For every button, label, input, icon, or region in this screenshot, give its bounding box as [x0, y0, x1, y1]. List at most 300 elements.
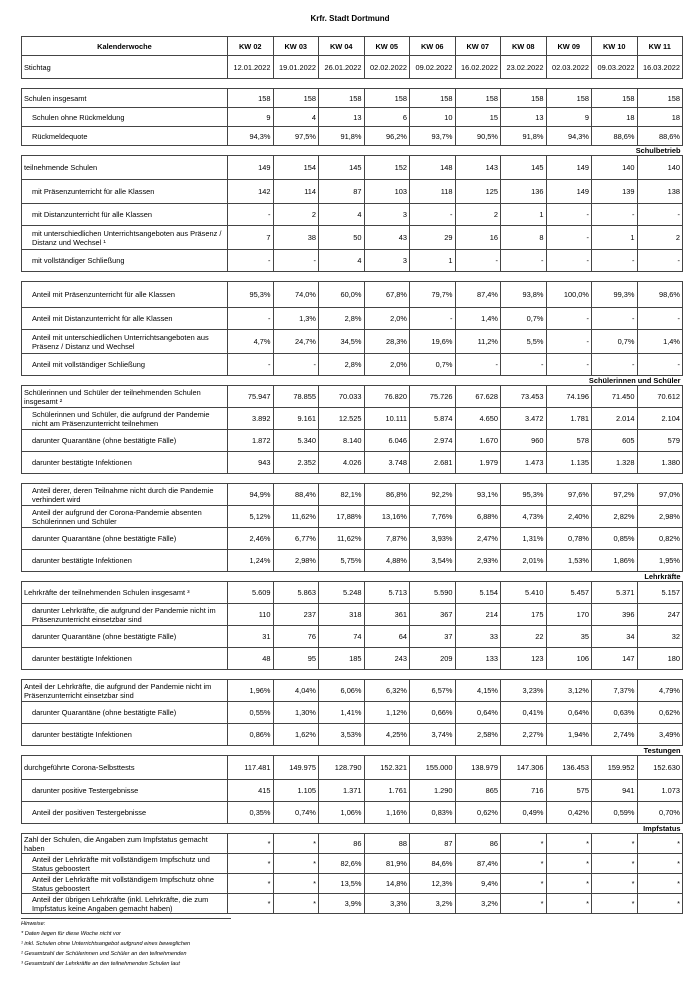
- value-cell: 149: [228, 156, 274, 180]
- value-cell: 155.000: [410, 756, 456, 780]
- value-cell: *: [637, 854, 683, 874]
- row-label: Stichtag: [22, 56, 228, 79]
- value-cell: -: [501, 250, 547, 272]
- value-cell: 38: [273, 226, 319, 250]
- value-cell: 7,76%: [410, 506, 456, 528]
- value-cell: 2,98%: [637, 506, 683, 528]
- value-cell: 1,86%: [592, 550, 638, 572]
- row-label: Anteil der aufgrund der Corona-Pandemie absenten Schülerinnen und Schüler: [22, 506, 228, 528]
- row-label: darunter Quarantäne (ohne bestätigte Fälle): [22, 702, 228, 724]
- value-cell: 2,0%: [364, 308, 410, 330]
- section-header-row: [22, 376, 683, 386]
- value-cell: 941: [592, 780, 638, 802]
- table-row: [22, 648, 683, 670]
- value-cell: *: [273, 894, 319, 914]
- value-cell: *: [273, 854, 319, 874]
- value-cell: 2.974: [410, 430, 456, 452]
- table-body: [22, 56, 683, 914]
- value-cell: *: [592, 874, 638, 894]
- value-cell: 71.450: [592, 386, 638, 408]
- value-cell: 0,86%: [228, 724, 274, 746]
- value-cell: 4: [319, 250, 365, 272]
- value-cell: 159.952: [592, 756, 638, 780]
- value-cell: 1.371: [319, 780, 365, 802]
- value-cell: *: [637, 874, 683, 894]
- row-label: Anteil derer, deren Teilnahme nicht durch die Pandemie verhindert wird: [22, 484, 228, 506]
- value-cell: 8.140: [319, 430, 365, 452]
- value-cell: 86: [455, 834, 501, 854]
- table-row: [22, 702, 683, 724]
- value-cell: 185: [319, 648, 365, 670]
- row-label: darunter bestätigte Infektionen: [22, 452, 228, 474]
- value-cell: 1.761: [364, 780, 410, 802]
- value-cell: 106: [546, 648, 592, 670]
- value-cell: 1,06%: [319, 802, 365, 824]
- section-header-row: [22, 272, 683, 282]
- value-cell: 145: [319, 156, 365, 180]
- value-cell: 02.03.2022: [546, 56, 592, 79]
- value-cell: 87,4%: [455, 282, 501, 308]
- value-cell: 1.290: [410, 780, 456, 802]
- value-cell: 6.046: [364, 430, 410, 452]
- value-cell: 99,3%: [592, 282, 638, 308]
- value-cell: 1.380: [637, 452, 683, 474]
- value-cell: 1.670: [455, 430, 501, 452]
- value-cell: -: [592, 204, 638, 226]
- value-cell: 128.790: [319, 756, 365, 780]
- value-cell: 4,25%: [364, 724, 410, 746]
- value-cell: 578: [546, 430, 592, 452]
- section-title: Testungen: [22, 746, 683, 756]
- value-cell: 3,49%: [637, 724, 683, 746]
- table-row: [22, 854, 683, 874]
- value-cell: 1: [501, 204, 547, 226]
- value-cell: 5.874: [410, 408, 456, 430]
- table-row: [22, 582, 683, 604]
- value-cell: -: [546, 354, 592, 376]
- value-cell: 9: [228, 108, 274, 127]
- table-row: [22, 452, 683, 474]
- table-row: [22, 89, 683, 108]
- value-cell: *: [592, 894, 638, 914]
- value-cell: 1,24%: [228, 550, 274, 572]
- value-cell: *: [501, 894, 547, 914]
- value-cell: 865: [455, 780, 501, 802]
- value-cell: 158: [410, 89, 456, 108]
- value-cell: 3,9%: [319, 894, 365, 914]
- value-cell: 140: [592, 156, 638, 180]
- value-cell: 96,2%: [364, 127, 410, 146]
- value-cell: 100,0%: [546, 282, 592, 308]
- value-cell: 5.340: [273, 430, 319, 452]
- value-cell: 15: [455, 108, 501, 127]
- value-cell: 154: [273, 156, 319, 180]
- value-cell: 33: [455, 626, 501, 648]
- row-label: mit vollständiger Schließung: [22, 250, 228, 272]
- value-cell: 13: [501, 108, 547, 127]
- value-cell: 29: [410, 226, 456, 250]
- value-cell: *: [592, 854, 638, 874]
- value-cell: 6,57%: [410, 680, 456, 702]
- value-cell: 149.975: [273, 756, 319, 780]
- value-cell: 0,35%: [228, 802, 274, 824]
- value-cell: 31: [228, 626, 274, 648]
- week-header: KW 10: [592, 37, 638, 56]
- value-cell: -: [273, 354, 319, 376]
- value-cell: -: [546, 308, 592, 330]
- row-label: mit unterschiedlichen Unterrichtsangeboten aus Präsenz / Distanz und Wechsel ¹: [22, 226, 228, 250]
- table-row: [22, 108, 683, 127]
- value-cell: 6,77%: [273, 528, 319, 550]
- value-cell: 158: [228, 89, 274, 108]
- value-cell: 1,94%: [546, 724, 592, 746]
- value-cell: 2,93%: [455, 550, 501, 572]
- section-title: Schulbetrieb: [22, 146, 683, 156]
- value-cell: 0,83%: [410, 802, 456, 824]
- value-cell: -: [546, 204, 592, 226]
- value-cell: 579: [637, 430, 683, 452]
- value-cell: 0,70%: [637, 802, 683, 824]
- value-cell: 02.02.2022: [364, 56, 410, 79]
- value-cell: 2,82%: [592, 506, 638, 528]
- section-title: Lehrkräfte: [22, 572, 683, 582]
- row-label: darunter Quarantäne (ohne bestätigte Fälle): [22, 430, 228, 452]
- value-cell: 9: [546, 108, 592, 127]
- value-cell: 84,6%: [410, 854, 456, 874]
- week-header: KW 03: [273, 37, 319, 56]
- table-row: [22, 528, 683, 550]
- value-cell: 28,3%: [364, 330, 410, 354]
- value-cell: 1: [592, 226, 638, 250]
- value-cell: *: [228, 834, 274, 854]
- value-cell: 91,8%: [501, 127, 547, 146]
- value-cell: 2,98%: [273, 550, 319, 572]
- value-cell: 5.457: [546, 582, 592, 604]
- value-cell: 74.196: [546, 386, 592, 408]
- value-cell: -: [546, 330, 592, 354]
- value-cell: 158: [319, 89, 365, 108]
- value-cell: 1,95%: [637, 550, 683, 572]
- row-label: durchgeführte Corona-Selbsttests: [22, 756, 228, 780]
- value-cell: 97,6%: [546, 484, 592, 506]
- value-cell: 209: [410, 648, 456, 670]
- row-label: teilnehmende Schulen: [22, 156, 228, 180]
- value-cell: 158: [501, 89, 547, 108]
- value-cell: 5.863: [273, 582, 319, 604]
- table-row: [22, 180, 683, 204]
- value-cell: 114: [273, 180, 319, 204]
- value-cell: 1,12%: [364, 702, 410, 724]
- value-cell: *: [592, 834, 638, 854]
- value-cell: 86: [319, 834, 365, 854]
- row-label: Anteil mit Präsenzunterricht für alle Klassen: [22, 282, 228, 308]
- value-cell: 1,53%: [546, 550, 592, 572]
- value-cell: 2,8%: [319, 354, 365, 376]
- value-cell: 22: [501, 626, 547, 648]
- value-cell: 37: [410, 626, 456, 648]
- value-cell: *: [501, 874, 547, 894]
- section-title: Impfstatus: [22, 824, 683, 834]
- value-cell: 0,41%: [501, 702, 547, 724]
- value-cell: 0,62%: [455, 802, 501, 824]
- value-cell: 1,96%: [228, 680, 274, 702]
- value-cell: 367: [410, 604, 456, 626]
- value-cell: 8: [501, 226, 547, 250]
- value-cell: *: [637, 834, 683, 854]
- value-cell: 145: [501, 156, 547, 180]
- table-row: [22, 226, 683, 250]
- value-cell: 575: [546, 780, 592, 802]
- table-row: [22, 780, 683, 802]
- value-cell: 64: [364, 626, 410, 648]
- value-cell: 4,88%: [364, 550, 410, 572]
- value-cell: 13,16%: [364, 506, 410, 528]
- value-cell: 3,2%: [410, 894, 456, 914]
- value-cell: 139: [592, 180, 638, 204]
- week-header: KW 04: [319, 37, 365, 56]
- value-cell: 5,5%: [501, 330, 547, 354]
- value-cell: 3,12%: [546, 680, 592, 702]
- week-header: KW 05: [364, 37, 410, 56]
- value-cell: 76: [273, 626, 319, 648]
- value-cell: 7,87%: [364, 528, 410, 550]
- value-cell: 1,4%: [637, 330, 683, 354]
- value-cell: 247: [637, 604, 683, 626]
- row-label: Schülerinnen und Schüler, die aufgrund der Pandemie nicht am Präsenzunterricht teilnehmen: [22, 408, 228, 430]
- value-cell: 152.321: [364, 756, 410, 780]
- value-cell: 2,58%: [455, 724, 501, 746]
- value-cell: -: [546, 250, 592, 272]
- value-cell: 152.630: [637, 756, 683, 780]
- value-cell: 136.453: [546, 756, 592, 780]
- value-cell: 2.104: [637, 408, 683, 430]
- value-cell: 11,62%: [319, 528, 365, 550]
- value-cell: 43: [364, 226, 410, 250]
- value-cell: 2: [273, 204, 319, 226]
- value-cell: 18: [637, 108, 683, 127]
- value-cell: 19.01.2022: [273, 56, 319, 79]
- row-label: darunter positive Testergebnisse: [22, 780, 228, 802]
- value-cell: 5.590: [410, 582, 456, 604]
- section-header-row: [22, 572, 683, 582]
- value-cell: 3,54%: [410, 550, 456, 572]
- value-cell: -: [637, 204, 683, 226]
- value-cell: 180: [637, 648, 683, 670]
- value-cell: 87: [410, 834, 456, 854]
- section-header-row: [22, 146, 683, 156]
- value-cell: 78.855: [273, 386, 319, 408]
- row-label: darunter Lehrkräfte, die aufgrund der Pandemie nicht im Präsenzunterricht einsetzbar sind: [22, 604, 228, 626]
- value-cell: 16.02.2022: [455, 56, 501, 79]
- value-cell: -: [228, 308, 274, 330]
- value-cell: 0,7%: [501, 308, 547, 330]
- section-title: [22, 474, 683, 484]
- row-label: Anteil der Lehrkräfte, die aufgrund der Pandemie nicht im Präsenzunterricht einsetzbar sind: [22, 680, 228, 702]
- value-cell: 9.161: [273, 408, 319, 430]
- value-cell: 6,32%: [364, 680, 410, 702]
- value-cell: 19,6%: [410, 330, 456, 354]
- value-cell: 214: [455, 604, 501, 626]
- table-row: [22, 680, 683, 702]
- table-row: [22, 506, 683, 528]
- value-cell: 2,8%: [319, 308, 365, 330]
- value-cell: 2,47%: [455, 528, 501, 550]
- value-cell: 1.473: [501, 452, 547, 474]
- value-cell: 138: [637, 180, 683, 204]
- value-cell: 1.135: [546, 452, 592, 474]
- row-label: darunter bestätigte Infektionen: [22, 724, 228, 746]
- value-cell: -: [273, 250, 319, 272]
- row-label: Schulen ohne Rückmeldung: [22, 108, 228, 127]
- week-header: KW 08: [501, 37, 547, 56]
- value-cell: 5,75%: [319, 550, 365, 572]
- row-label: Anteil der Lehrkräfte mit vollständigem Impfschutz und Status geboostert: [22, 854, 228, 874]
- value-cell: 4,04%: [273, 680, 319, 702]
- row-label: mit Präsenzunterricht für alle Klassen: [22, 180, 228, 204]
- value-cell: 1.872: [228, 430, 274, 452]
- value-cell: 3: [364, 250, 410, 272]
- value-cell: 17,88%: [319, 506, 365, 528]
- value-cell: 3,3%: [364, 894, 410, 914]
- value-cell: 140: [637, 156, 683, 180]
- value-cell: 98,6%: [637, 282, 683, 308]
- value-cell: 13: [319, 108, 365, 127]
- value-cell: 118: [410, 180, 456, 204]
- value-cell: 3.748: [364, 452, 410, 474]
- header-row: [22, 37, 683, 56]
- value-cell: 3,23%: [501, 680, 547, 702]
- value-cell: 147.306: [501, 756, 547, 780]
- value-cell: 32: [637, 626, 683, 648]
- value-cell: 76.820: [364, 386, 410, 408]
- value-cell: 0,82%: [637, 528, 683, 550]
- value-cell: *: [228, 854, 274, 874]
- table-row: [22, 408, 683, 430]
- value-cell: 0,85%: [592, 528, 638, 550]
- value-cell: 87: [319, 180, 365, 204]
- value-cell: 10: [410, 108, 456, 127]
- value-cell: 0,49%: [501, 802, 547, 824]
- value-cell: 4,73%: [501, 506, 547, 528]
- row-label: darunter bestätigte Infektionen: [22, 550, 228, 572]
- week-header: KW 09: [546, 37, 592, 56]
- value-cell: 0,78%: [546, 528, 592, 550]
- value-cell: 11,62%: [273, 506, 319, 528]
- value-cell: 34: [592, 626, 638, 648]
- value-cell: 396: [592, 604, 638, 626]
- value-cell: *: [273, 874, 319, 894]
- table-row: [22, 156, 683, 180]
- value-cell: 175: [501, 604, 547, 626]
- value-cell: 93,7%: [410, 127, 456, 146]
- value-cell: -: [592, 250, 638, 272]
- value-cell: 94,9%: [228, 484, 274, 506]
- value-cell: 93,1%: [455, 484, 501, 506]
- table-row: [22, 604, 683, 626]
- section-title: [22, 670, 683, 680]
- value-cell: 1.781: [546, 408, 592, 430]
- row-label: darunter bestätigte Infektionen: [22, 648, 228, 670]
- value-cell: 82,1%: [319, 484, 365, 506]
- value-cell: *: [501, 854, 547, 874]
- value-cell: 88,6%: [637, 127, 683, 146]
- section-title: [22, 79, 683, 89]
- value-cell: -: [501, 354, 547, 376]
- school-status-table: [21, 36, 683, 914]
- value-cell: 1.105: [273, 780, 319, 802]
- value-cell: 95,3%: [228, 282, 274, 308]
- value-cell: 5.410: [501, 582, 547, 604]
- value-cell: 117.481: [228, 756, 274, 780]
- value-cell: 74,0%: [273, 282, 319, 308]
- week-header: KW 07: [455, 37, 501, 56]
- value-cell: 158: [364, 89, 410, 108]
- value-cell: 2.352: [273, 452, 319, 474]
- value-cell: 138.979: [455, 756, 501, 780]
- week-header: KW 11: [637, 37, 683, 56]
- value-cell: -: [455, 354, 501, 376]
- value-cell: 148: [410, 156, 456, 180]
- value-cell: 2,01%: [501, 550, 547, 572]
- table-row: [22, 724, 683, 746]
- table-row: [22, 282, 683, 308]
- value-cell: 133: [455, 648, 501, 670]
- value-cell: -: [455, 250, 501, 272]
- value-cell: 5.609: [228, 582, 274, 604]
- value-cell: 2,46%: [228, 528, 274, 550]
- value-cell: 1,4%: [455, 308, 501, 330]
- value-cell: 0,64%: [455, 702, 501, 724]
- value-cell: 60,0%: [319, 282, 365, 308]
- value-cell: 0,62%: [637, 702, 683, 724]
- value-cell: 3,2%: [455, 894, 501, 914]
- value-cell: 16: [455, 226, 501, 250]
- value-cell: 6,06%: [319, 680, 365, 702]
- header-label: Kalenderwoche: [22, 37, 228, 56]
- row-label: Lehrkräfte der teilnehmenden Schulen insgesamt ³: [22, 582, 228, 604]
- value-cell: -: [228, 204, 274, 226]
- value-cell: 2.681: [410, 452, 456, 474]
- value-cell: 110: [228, 604, 274, 626]
- value-cell: 103: [364, 180, 410, 204]
- value-cell: 4: [319, 204, 365, 226]
- value-cell: 361: [364, 604, 410, 626]
- section-header-row: [22, 79, 683, 89]
- footnote-line: ² Gesamtzahl der Schülerinnen und Schüler an den teilnehmenden: [21, 951, 187, 957]
- value-cell: 90,5%: [455, 127, 501, 146]
- value-cell: 14,8%: [364, 874, 410, 894]
- value-cell: 81,9%: [364, 854, 410, 874]
- value-cell: 95: [273, 648, 319, 670]
- value-cell: 3,74%: [410, 724, 456, 746]
- value-cell: 88,6%: [592, 127, 638, 146]
- value-cell: 70.612: [637, 386, 683, 408]
- value-cell: 0,63%: [592, 702, 638, 724]
- value-cell: 11,2%: [455, 330, 501, 354]
- row-label: darunter Quarantäne (ohne bestätigte Fälle): [22, 528, 228, 550]
- value-cell: 82,6%: [319, 854, 365, 874]
- value-cell: 94,3%: [546, 127, 592, 146]
- value-cell: *: [273, 834, 319, 854]
- section-header-row: [22, 670, 683, 680]
- value-cell: *: [546, 874, 592, 894]
- value-cell: 86,8%: [364, 484, 410, 506]
- value-cell: 2: [455, 204, 501, 226]
- value-cell: 09.03.2022: [592, 56, 638, 79]
- value-cell: 2,40%: [546, 506, 592, 528]
- value-cell: 318: [319, 604, 365, 626]
- value-cell: *: [546, 854, 592, 874]
